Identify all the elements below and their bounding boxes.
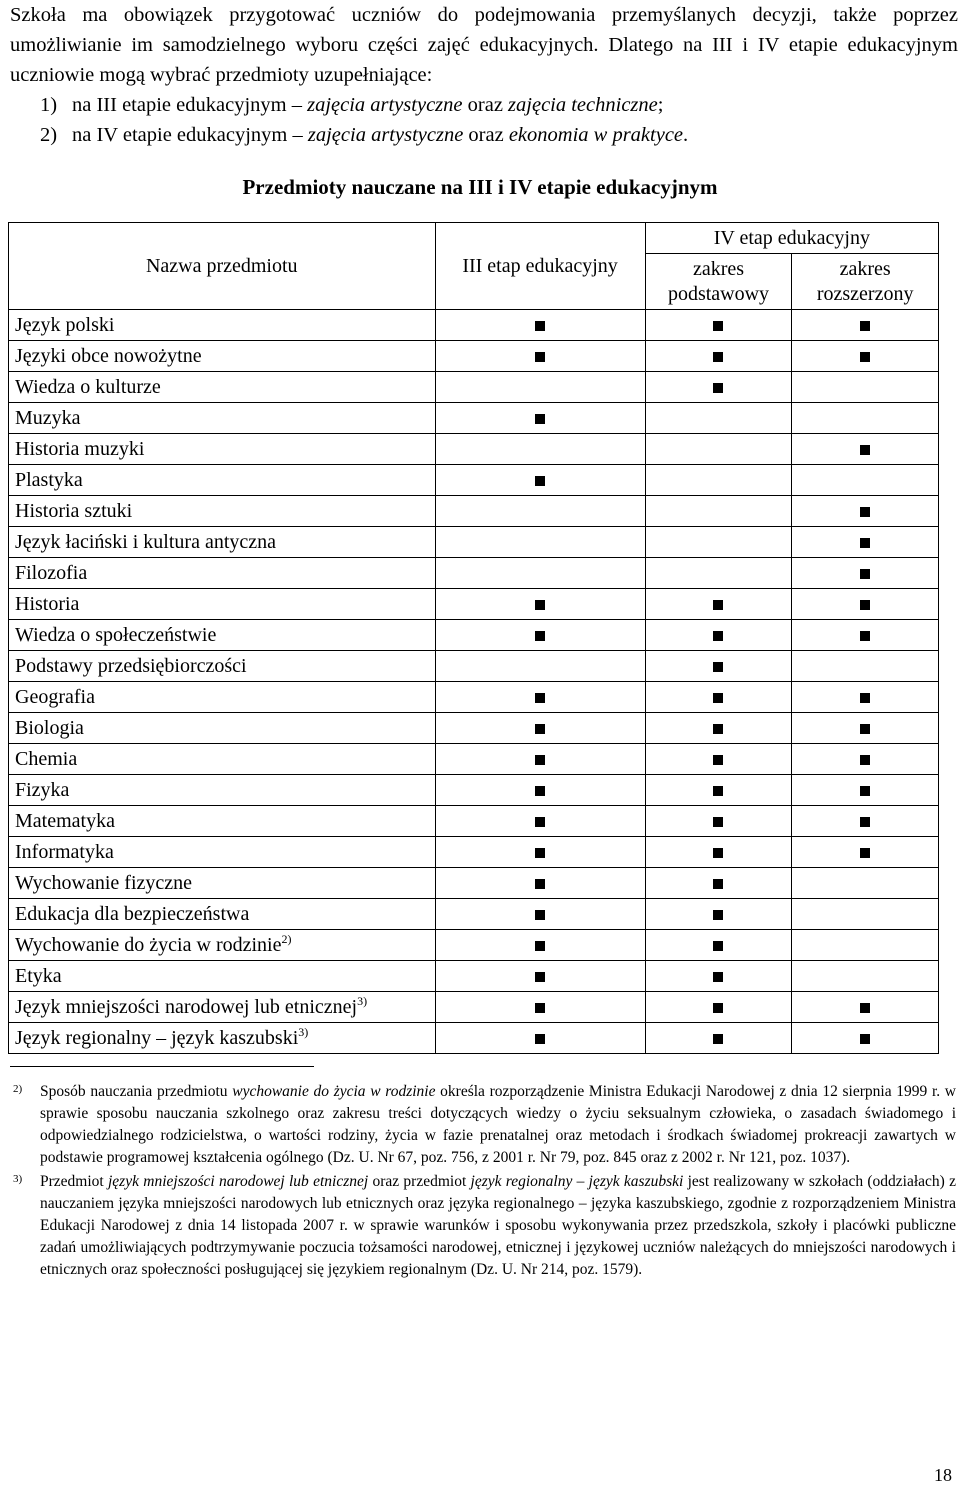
intro-paragraph: Szkoła ma obowiązek przygotować uczniów do podejmowania przemyślanych decyzji, także poprzez umożliwianie im samodzielnego wyboru części zajęć edukacyjnych. Dlatego na III i IV etapie edukacyjnym uczniowie mogą wybrać przedmioty uzupełniające: bbox=[10, 4, 958, 86]
table-row bbox=[9, 837, 939, 868]
mark-cell-stage-3 bbox=[435, 651, 645, 682]
mark-cell-stage-4-extended bbox=[792, 620, 939, 651]
filled-square-icon bbox=[713, 972, 723, 982]
table-row bbox=[9, 713, 939, 744]
mark-cell-stage-4-extended bbox=[792, 899, 939, 930]
filled-square-icon bbox=[860, 848, 870, 858]
mark-cell-stage-3 bbox=[435, 620, 645, 651]
mark-cell-stage-4-basic bbox=[645, 403, 792, 434]
mark-cell-stage-4-extended bbox=[792, 403, 939, 434]
filled-square-icon bbox=[535, 352, 545, 362]
subject-name-text: Język polski bbox=[15, 314, 115, 336]
list-text: . bbox=[683, 124, 689, 146]
subject-name bbox=[9, 434, 436, 465]
mark-cell-stage-4-basic bbox=[645, 372, 792, 403]
subject-name bbox=[9, 744, 436, 775]
table-row bbox=[9, 403, 939, 434]
filled-square-icon bbox=[535, 600, 545, 610]
footnote-text: określa rozporządzenie Ministra Edukacji Narodowej z dnia 12 sierpnia 1999 r. w sprawie sposobu nauczania szkolnego oraz zakresu treści dotyczących wiedzy o życiu seksualnym człowieka, o zasadach świadomego i odpowiedzialnego rodzicielstwa, o wartości rodziny, życia w fazie prenatalnej oraz metodach i środkach świadomej prokreacji zawartych w podstawie programowej kształcenia ogólnego (Dz. U. Nr 67, poz. 756, z 2001 r. Nr 79, poz. 845 oraz z 2002 r. Nr 121, poz. 1037). bbox=[40, 1083, 956, 1166]
subject-name-text: Język mniejszości narodowej lub etnicznej bbox=[15, 996, 358, 1018]
table-title: Przedmioty nauczane na III i IV etapie edukacyjnym bbox=[242, 175, 718, 199]
mark-cell-stage-3 bbox=[435, 1023, 645, 1054]
mark-cell-stage-4-basic bbox=[645, 434, 792, 465]
mark-cell-stage-4-extended bbox=[792, 651, 939, 682]
filled-square-icon bbox=[713, 786, 723, 796]
subject-name-text: Edukacja dla bezpieczeństwa bbox=[15, 903, 250, 925]
footnote-emphasis: wychowanie do życia w rodzinie bbox=[232, 1083, 436, 1100]
mark-cell-stage-4-extended bbox=[792, 558, 939, 589]
filled-square-icon bbox=[860, 693, 870, 703]
footnote-divider bbox=[10, 1066, 314, 1067]
subject-name-text: Wiedza o kulturze bbox=[15, 376, 161, 398]
mark-cell-stage-4-extended bbox=[792, 713, 939, 744]
filled-square-icon bbox=[860, 817, 870, 827]
mark-cell-stage-4-basic bbox=[645, 465, 792, 496]
filled-square-icon bbox=[535, 755, 545, 765]
mark-cell-stage-4-extended bbox=[792, 527, 939, 558]
table-row bbox=[9, 527, 939, 558]
mark-cell-stage-3 bbox=[435, 868, 645, 899]
filled-square-icon bbox=[535, 1034, 545, 1044]
subject-name-text: Matematyka bbox=[15, 810, 115, 832]
mark-cell-stage-4-basic bbox=[645, 899, 792, 930]
subject-name bbox=[9, 806, 436, 837]
subject-name bbox=[9, 403, 436, 434]
table-row bbox=[9, 496, 939, 527]
subject-name-text: Plastyka bbox=[15, 469, 83, 491]
mark-cell-stage-3 bbox=[435, 806, 645, 837]
mark-cell-stage-4-basic bbox=[645, 1023, 792, 1054]
subject-name bbox=[9, 713, 436, 744]
list-number: 2) bbox=[40, 124, 58, 146]
filled-square-icon bbox=[860, 755, 870, 765]
filled-square-icon bbox=[713, 1003, 723, 1013]
filled-square-icon bbox=[713, 662, 723, 672]
mark-cell-stage-4-extended bbox=[792, 341, 939, 372]
subject-name bbox=[9, 589, 436, 620]
footnote-text: oraz przedmiot bbox=[368, 1173, 471, 1190]
mark-cell-stage-4-basic bbox=[645, 527, 792, 558]
footnote-3 bbox=[10, 1171, 956, 1281]
header-stage-4: IV etap edukacyjny bbox=[645, 223, 938, 254]
subject-name bbox=[9, 558, 436, 589]
footnotes bbox=[10, 1081, 956, 1283]
footnote-marker: 2) bbox=[13, 1083, 23, 1095]
footnote-emphasis: język regionalny – język kaszubski bbox=[470, 1173, 684, 1190]
table-row bbox=[9, 744, 939, 775]
mark-cell-stage-4-basic bbox=[645, 620, 792, 651]
filled-square-icon bbox=[535, 941, 545, 951]
mark-cell-stage-4-extended bbox=[792, 930, 939, 961]
mark-cell-stage-3 bbox=[435, 682, 645, 713]
footnote-ref: 3) bbox=[357, 994, 368, 1008]
filled-square-icon bbox=[713, 755, 723, 765]
subject-name-text: Języki obce nowożytne bbox=[15, 345, 202, 367]
subject-name-text: Muzyka bbox=[15, 407, 81, 429]
footnote-text: jest realizowany w szkołach (oddziałach) z nauczaniem języka mniejszości narodowych lub etnicznych oraz języka regionalnego – języka kaszubskiego, zgodnie z rozporządzeniem Ministra Edukacji Narodowej z dnia 14 listopada 2007 r. w sprawie warunków i sposobu wykonywania przez przedszkola, szkoły i placówki publiczne zadań umożliwiających podtrzymywanie poczucia tożsamości narodowej, etnicznej i językowej uczniów należących do mniejszości narodowych i etnicznych oraz społeczności posługującej się językiem regionalnym (Dz. U. Nr 214, poz. 1579). bbox=[40, 1173, 956, 1278]
list-emphasis: zajęcia techniczne bbox=[508, 94, 658, 116]
mark-cell-stage-4-basic bbox=[645, 682, 792, 713]
mark-cell-stage-4-basic bbox=[645, 558, 792, 589]
filled-square-icon bbox=[713, 848, 723, 858]
table-row bbox=[9, 372, 939, 403]
filled-square-icon bbox=[713, 879, 723, 889]
mark-cell-stage-4-basic bbox=[645, 930, 792, 961]
filled-square-icon bbox=[860, 1003, 870, 1013]
filled-square-icon bbox=[860, 786, 870, 796]
footnote-ref: 2) bbox=[281, 932, 292, 946]
subject-name-text: Język łaciński i kultura antyczna bbox=[15, 531, 277, 553]
subject-name-text: Język regionalny – język kaszubski bbox=[15, 1027, 299, 1049]
list-text: na IV etapie edukacyjnym – bbox=[72, 124, 308, 146]
list-item bbox=[10, 90, 958, 120]
subject-name-text: Podstawy przedsiębiorczości bbox=[15, 655, 247, 677]
mark-cell-stage-4-extended bbox=[792, 868, 939, 899]
filled-square-icon bbox=[713, 817, 723, 827]
filled-square-icon bbox=[860, 352, 870, 362]
mark-cell-stage-4-basic bbox=[645, 589, 792, 620]
mark-cell-stage-3 bbox=[435, 341, 645, 372]
mark-cell-stage-4-extended bbox=[792, 310, 939, 341]
subject-name-text: Biologia bbox=[15, 717, 84, 739]
subject-name bbox=[9, 899, 436, 930]
mark-cell-stage-4-basic bbox=[645, 992, 792, 1023]
filled-square-icon bbox=[713, 910, 723, 920]
subject-name-text: Historia bbox=[15, 593, 80, 615]
filled-square-icon bbox=[713, 724, 723, 734]
filled-square-icon bbox=[535, 724, 545, 734]
subject-name-text: Fizyka bbox=[15, 779, 70, 801]
subject-name bbox=[9, 310, 436, 341]
subject-name-text: Wiedza o społeczeństwie bbox=[15, 624, 217, 646]
table-row bbox=[9, 310, 939, 341]
list-text: oraz bbox=[462, 94, 509, 116]
subject-name bbox=[9, 527, 436, 558]
filled-square-icon bbox=[535, 910, 545, 920]
mark-cell-stage-4-extended bbox=[792, 589, 939, 620]
table-row bbox=[9, 992, 939, 1023]
mark-cell-stage-4-extended bbox=[792, 434, 939, 465]
mark-cell-stage-3 bbox=[435, 713, 645, 744]
list-text: na III etapie edukacyjnym – bbox=[72, 94, 308, 116]
list-number: 1) bbox=[40, 94, 58, 116]
subject-name bbox=[9, 651, 436, 682]
table-row bbox=[9, 806, 939, 837]
footnote-text: Przedmiot bbox=[40, 1173, 108, 1190]
subject-name bbox=[9, 930, 436, 961]
mark-cell-stage-4-extended bbox=[792, 496, 939, 527]
filled-square-icon bbox=[535, 476, 545, 486]
footnote-marker: 3) bbox=[13, 1173, 23, 1185]
list-text: oraz bbox=[463, 124, 509, 146]
filled-square-icon bbox=[713, 352, 723, 362]
mark-cell-stage-4-extended bbox=[792, 992, 939, 1023]
filled-square-icon bbox=[860, 445, 870, 455]
mark-cell-stage-4-basic bbox=[645, 868, 792, 899]
mark-cell-stage-4-extended bbox=[792, 744, 939, 775]
list-item bbox=[10, 120, 958, 150]
subject-name bbox=[9, 837, 436, 868]
footnote-ref: 3) bbox=[298, 1025, 309, 1039]
mark-cell-stage-4-basic bbox=[645, 744, 792, 775]
subject-name-text: Historia sztuki bbox=[15, 500, 133, 522]
mark-cell-stage-3 bbox=[435, 837, 645, 868]
filled-square-icon bbox=[860, 569, 870, 579]
subject-name-text: Wychowanie do życia w rodzinie bbox=[15, 934, 282, 956]
mark-cell-stage-4-extended bbox=[792, 372, 939, 403]
mark-cell-stage-3 bbox=[435, 589, 645, 620]
table-row bbox=[9, 589, 939, 620]
filled-square-icon bbox=[713, 383, 723, 393]
mark-cell-stage-4-extended bbox=[792, 775, 939, 806]
filled-square-icon bbox=[713, 631, 723, 641]
filled-square-icon bbox=[535, 693, 545, 703]
filled-square-icon bbox=[713, 941, 723, 951]
mark-cell-stage-3 bbox=[435, 403, 645, 434]
filled-square-icon bbox=[860, 600, 870, 610]
mark-cell-stage-3 bbox=[435, 744, 645, 775]
table-row bbox=[9, 1023, 939, 1054]
mark-cell-stage-4-basic bbox=[645, 651, 792, 682]
table-row bbox=[9, 465, 939, 496]
header-basic-scope: zakres podstawowy bbox=[645, 254, 792, 310]
subject-name bbox=[9, 341, 436, 372]
filled-square-icon bbox=[535, 321, 545, 331]
table-row bbox=[9, 682, 939, 713]
filled-square-icon bbox=[860, 724, 870, 734]
mark-cell-stage-3 bbox=[435, 465, 645, 496]
intro-text bbox=[10, 0, 958, 150]
mark-cell-stage-3 bbox=[435, 558, 645, 589]
filled-square-icon bbox=[860, 321, 870, 331]
mark-cell-stage-4-basic bbox=[645, 775, 792, 806]
filled-square-icon bbox=[860, 1034, 870, 1044]
mark-cell-stage-3 bbox=[435, 434, 645, 465]
filled-square-icon bbox=[860, 507, 870, 517]
subject-name bbox=[9, 682, 436, 713]
mark-cell-stage-3 bbox=[435, 899, 645, 930]
footnote-2 bbox=[10, 1081, 956, 1169]
filled-square-icon bbox=[713, 1034, 723, 1044]
header-subject-name: Nazwa przedmiotu bbox=[9, 223, 436, 310]
footnote-text: Sposób nauczania przedmiotu bbox=[40, 1083, 233, 1100]
subject-name bbox=[9, 620, 436, 651]
filled-square-icon bbox=[713, 600, 723, 610]
mark-cell-stage-4-extended bbox=[792, 1023, 939, 1054]
subject-name-text: Chemia bbox=[15, 748, 78, 770]
table-row bbox=[9, 961, 939, 992]
mark-cell-stage-4-basic bbox=[645, 341, 792, 372]
filled-square-icon bbox=[535, 972, 545, 982]
filled-square-icon bbox=[535, 879, 545, 889]
filled-square-icon bbox=[860, 631, 870, 641]
subject-name bbox=[9, 868, 436, 899]
filled-square-icon bbox=[535, 786, 545, 796]
list-text: ; bbox=[657, 94, 664, 116]
table-row bbox=[9, 341, 939, 372]
subject-name-text: Informatyka bbox=[15, 841, 114, 863]
header-extended-scope: zakres rozszerzony bbox=[792, 254, 939, 310]
mark-cell-stage-4-basic bbox=[645, 806, 792, 837]
subject-name bbox=[9, 961, 436, 992]
list-emphasis: zajęcia artystyczne bbox=[307, 94, 463, 116]
table-row bbox=[9, 558, 939, 589]
subject-name bbox=[9, 496, 436, 527]
mark-cell-stage-3 bbox=[435, 372, 645, 403]
table-row bbox=[9, 930, 939, 961]
mark-cell-stage-3 bbox=[435, 310, 645, 341]
filled-square-icon bbox=[535, 848, 545, 858]
mark-cell-stage-4-extended bbox=[792, 465, 939, 496]
subject-name bbox=[9, 1023, 436, 1054]
filled-square-icon bbox=[535, 1003, 545, 1013]
list-emphasis: ekonomia w praktyce bbox=[508, 124, 684, 146]
filled-square-icon bbox=[860, 538, 870, 548]
header-stage-3: III etap edukacyjny bbox=[435, 223, 645, 310]
subject-name-text: Geografia bbox=[15, 686, 95, 708]
mark-cell-stage-3 bbox=[435, 527, 645, 558]
mark-cell-stage-3 bbox=[435, 775, 645, 806]
mark-cell-stage-4-basic bbox=[645, 961, 792, 992]
table-row bbox=[9, 899, 939, 930]
table-row bbox=[9, 868, 939, 899]
subject-name-text: Wychowanie fizyczne bbox=[15, 872, 193, 894]
mark-cell-stage-4-basic bbox=[645, 837, 792, 868]
mark-cell-stage-3 bbox=[435, 496, 645, 527]
table-row bbox=[9, 434, 939, 465]
table-row bbox=[9, 651, 939, 682]
subject-name bbox=[9, 992, 436, 1023]
table-row bbox=[9, 775, 939, 806]
table-row bbox=[9, 620, 939, 651]
footnote-emphasis: język mniejszości narodowej lub etnicznej bbox=[108, 1173, 369, 1190]
table-body bbox=[9, 310, 939, 1054]
mark-cell-stage-3 bbox=[435, 961, 645, 992]
subject-name bbox=[9, 465, 436, 496]
list-emphasis: zajęcia artystyczne bbox=[307, 124, 464, 146]
mark-cell-stage-4-extended bbox=[792, 837, 939, 868]
subjects-table bbox=[8, 222, 939, 1054]
filled-square-icon bbox=[535, 631, 545, 641]
filled-square-icon bbox=[713, 693, 723, 703]
mark-cell-stage-3 bbox=[435, 930, 645, 961]
subject-name-text: Etyka bbox=[15, 965, 62, 987]
subject-name-text: Filozofia bbox=[15, 562, 88, 584]
mark-cell-stage-4-extended bbox=[792, 806, 939, 837]
subject-name bbox=[9, 372, 436, 403]
mark-cell-stage-4-extended bbox=[792, 961, 939, 992]
mark-cell-stage-4-extended bbox=[792, 682, 939, 713]
mark-cell-stage-3 bbox=[435, 992, 645, 1023]
subject-name bbox=[9, 775, 436, 806]
subject-name-text: Historia muzyki bbox=[15, 438, 145, 460]
mark-cell-stage-4-basic bbox=[645, 310, 792, 341]
page-number: 18 bbox=[934, 1465, 952, 1485]
filled-square-icon bbox=[713, 321, 723, 331]
mark-cell-stage-4-basic bbox=[645, 713, 792, 744]
filled-square-icon bbox=[535, 817, 545, 827]
filled-square-icon bbox=[535, 414, 545, 424]
mark-cell-stage-4-basic bbox=[645, 496, 792, 527]
